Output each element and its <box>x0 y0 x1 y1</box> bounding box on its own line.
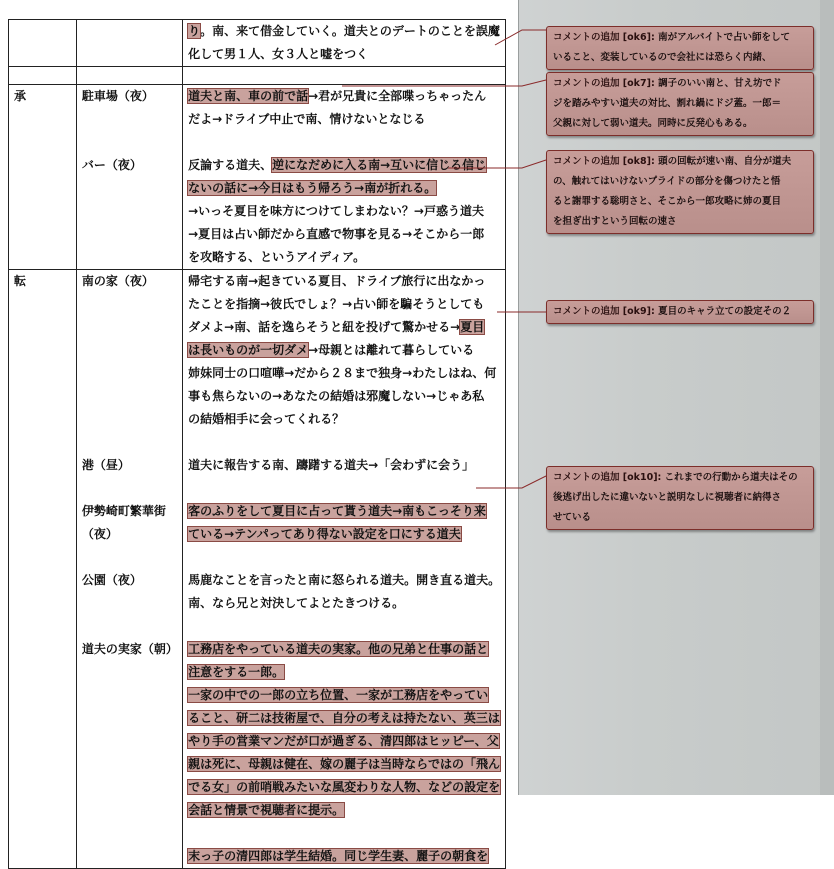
comment-label: コメントの追加 [ok9]: <box>553 306 655 317</box>
location-label: 南の家（夜） <box>81 274 154 288</box>
comment-label: コメントの追加 [ok10]: <box>553 472 662 483</box>
table-row <box>9 85 506 270</box>
location-label: 港（昼） <box>81 458 130 472</box>
commented-text[interactable]: でる女」の前哨戦みたいな風変わりな人物、などの設定を <box>188 780 501 794</box>
comment-balloon[interactable]: コメントの追加 [ok7]: 調子のいい南と、甘え坊でド ジを踏みやすい道夫の対比、割れ鍋にドジ蓋。一郎＝ 父親に対して弱い道夫。同時に反発心もある。 <box>546 72 814 136</box>
location-label: 道夫の実家（朝） <box>81 642 178 656</box>
table-row <box>9 270 506 869</box>
commented-text[interactable]: 注意をする一郎。 <box>188 665 285 679</box>
location-cell <box>76 85 182 270</box>
location-cell <box>76 270 182 869</box>
commented-text[interactable]: り <box>188 24 201 38</box>
comment-balloon[interactable]: コメントの追加 [ok6]: 南がアルバイトで占い師をして いること、変装しているので会社には恐らく内緒、 <box>546 26 814 70</box>
scene-text-cell[interactable]: 帰宅する南→起きている夏目、ドライブ旅行に出なかっ たことを指摘→彼氏でしょ？→占い師を騙そうとしても ダメよ→南、話を逸らそうと紐を投げて驚かせる→夏目 は長いものが一切ダメ→母親とは離れて暮らしている 姉妹同士の口喧嘩→だから２８まで独身→わたしはね、何 事も焦らないの→あなたの結婚は邪魔しない→じゃあ私 の結婚相手に会ってくれる？ 道夫に報告する南、躊躇する道夫→「会わずに会う」 客のふりをして夏目に占って貰う道夫→南もこっそり来 ている→テンパってあり得ない設定を口にする道夫 馬鹿なことを言ったと南に怒られる道夫。開き直る道夫。 南、なら兄と対決してよとたきつける。 工務店をやっている道夫の実家。他の兄弟と仕事の話と 注意をする一郎。 一家の中での一郎の立ち位置、一家が工務店をやってい ること、研二は技術屋で、自分の考えは持たない、英三は やり手の営業マンだが口が過ぎる、清四郎はヒッピー、父 親は死に、母親は健在、嫁の麗子は当時ならではの「飛ん でる女」の前哨戦みたいな風変わりな人物、などの設定を 会話と情景で視聴者に提示。 末っ子の清四郎は学生結婚。同じ学生妻、麗子の朝食を <box>183 270 506 869</box>
script-outline-table <box>8 19 506 869</box>
location-label: バー（夜） <box>81 158 142 172</box>
commented-text[interactable]: 親は死に、母親は健在、嫁の麗子は当時ならではの「飛ん <box>188 757 500 771</box>
commented-text[interactable]: ること、研二は技術屋で、自分の考えは持たない、英三は <box>188 711 500 725</box>
location-label: 駐車場（夜） <box>81 89 154 103</box>
table-row <box>9 20 506 67</box>
commented-text[interactable]: 工務店をやっている道夫の実家。他の兄弟と仕事の話と <box>188 642 489 656</box>
commented-text[interactable]: やり手の営業マンだが口が過ぎる、清四郎はヒッピー、父 <box>188 734 499 748</box>
scrollbar[interactable] <box>820 0 834 795</box>
commented-text[interactable]: 末っ子の清四郎は学生結婚。同じ学生妻、麗子の朝食を <box>188 849 489 863</box>
location-label: 公園（夜） <box>81 573 142 587</box>
act-label: 承 <box>9 85 77 270</box>
commented-text[interactable]: は長いものが一切ダメ <box>188 343 309 357</box>
commented-text[interactable]: ている→テンパってあり得ない設定を口にする道夫 <box>188 527 461 541</box>
comment-label: コメントの追加 [ok6]: <box>553 32 655 43</box>
commented-text[interactable]: ないの話に→今日はもう帰ろう→南が折れる。 <box>188 181 437 195</box>
commented-text[interactable]: 会話と情景で視聴者に提示。 <box>188 803 345 817</box>
act-label: 転 <box>9 270 77 869</box>
comment-label: コメントの追加 [ok7]: <box>553 78 655 89</box>
commented-text[interactable]: 客のふりをして夏目に占って貰う道夫→南もこっそり来 <box>188 504 486 518</box>
commented-text[interactable]: 逆になだめに入る南→互いに信じる信じ <box>272 158 487 172</box>
scene-text-cell[interactable]: 道夫と南、車の前で話→君が兄貴に全部喋っちゃったん だよ→ドライブ中止で南、情けないとなじる 反論する道夫、逆になだめに入る南→互いに信じる信じ ないの話に→今日はもう帰ろう→南が折れる。 →いっそ夏目を味方につけてしまわない？→戸惑う道夫 →夏目は占い師だから直感で物事を見る→そこから一郎 を攻略する、というアイディア。 <box>183 85 506 270</box>
table-row <box>9 67 506 85</box>
comment-balloon[interactable]: コメントの追加 [ok10]: これまでの行動から道夫はその 後逃げ出したに違いないと説明なしに視聴者に納得さ せている <box>546 466 814 530</box>
commented-text[interactable]: 一家の中での一郎の立ち位置、一家が工務店をやってい <box>188 688 489 702</box>
comment-balloon[interactable]: コメントの追加 [ok8]: 頭の回転が速い南、自分が道夫 の、触れてはいけないプライドの部分を傷つけたと悟 ると謝罪する聡明さと、そこから一郎攻略に姉の夏目 を担ぎ出すという回転の速さ <box>546 150 814 234</box>
scene-text-cell[interactable]: り。南、来て借金していく。道夫とのデートのことを誤魔 化して男１人、女３人と嘘をつく <box>183 20 506 67</box>
commented-text[interactable]: 道夫と南、車の前で話 <box>188 89 309 103</box>
commented-text[interactable]: 夏目 <box>460 320 485 334</box>
location-label: 伊勢崎町繁華街（夜） <box>81 504 166 541</box>
comment-balloon[interactable]: コメントの追加 [ok9]: 夏目のキャラ立ての設定その２ <box>546 300 814 324</box>
comment-label: コメントの追加 [ok8]: <box>553 156 655 167</box>
